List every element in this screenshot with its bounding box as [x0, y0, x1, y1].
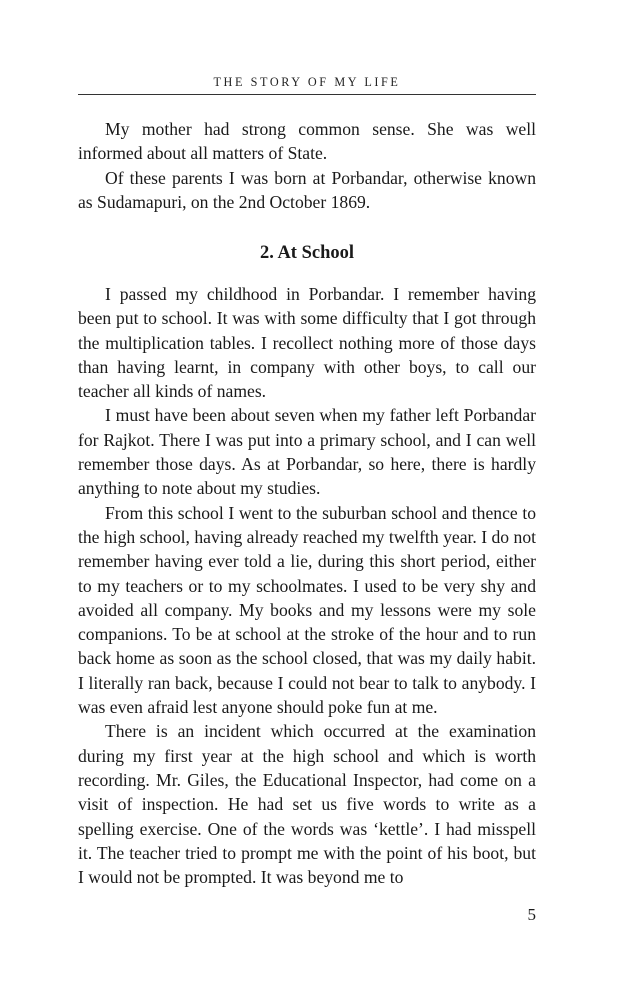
page-number: 5	[527, 905, 536, 924]
section-body	[78, 282, 536, 889]
paragraph: I must have been about seven when my father left Porbandar for Rajkot. There I was put into a primary school, and I can well remember those days. As at Porbandar, so here, there is hardly anything to note about my studies.	[78, 405, 536, 499]
paragraph: My mother had strong common sense. She was well informed about all matters of State.	[78, 119, 536, 164]
paragraph: I passed my childhood in Porbandar. I remember having been put to school. It was with some difficulty that I got through the multiplication tables. I recollect nothing more of those days than having learnt, in company with other boys, to call our teacher all kinds of names.	[78, 284, 536, 402]
paragraph: From this school I went to the suburban school and thence to the high school, having already reached my twelfth year. I do not remember having ever told a lie, during this short period, either to my teachers or to my schoolmates. I used to be very shy and avoided all company. My books and my lessons were my sole companions. To be at school at the stroke of the hour and to run back home as soon as the school closed, that was my daily habit. I literally ran back, because I could not bear to talk to anybody. I was even afraid lest anyone should poke fun at me.	[78, 502, 536, 718]
paragraph: There is an incident which occurred at the examination during my first year at the high school and which is worth recording. Mr. Giles, the Educational Inspector, had come on a visit of inspection. He had set us five words to write as a spelling exercise. One of the words was ‘kettle’. I had misspell it. The teacher tried to prompt me with the point of his boot, but I would not be prompted. It was beyond me to	[78, 721, 536, 888]
section-heading: 2. At School	[259, 243, 355, 263]
intro-text	[78, 117, 536, 214]
header-rule	[78, 94, 536, 95]
book-page	[78, 0, 536, 1000]
running-head: THE STORY OF MY LIFE	[213, 75, 401, 89]
paragraph: Of these parents I was born at Porbandar, otherwise known as Sudamapuri, on the 2nd October 1869.	[78, 167, 536, 212]
